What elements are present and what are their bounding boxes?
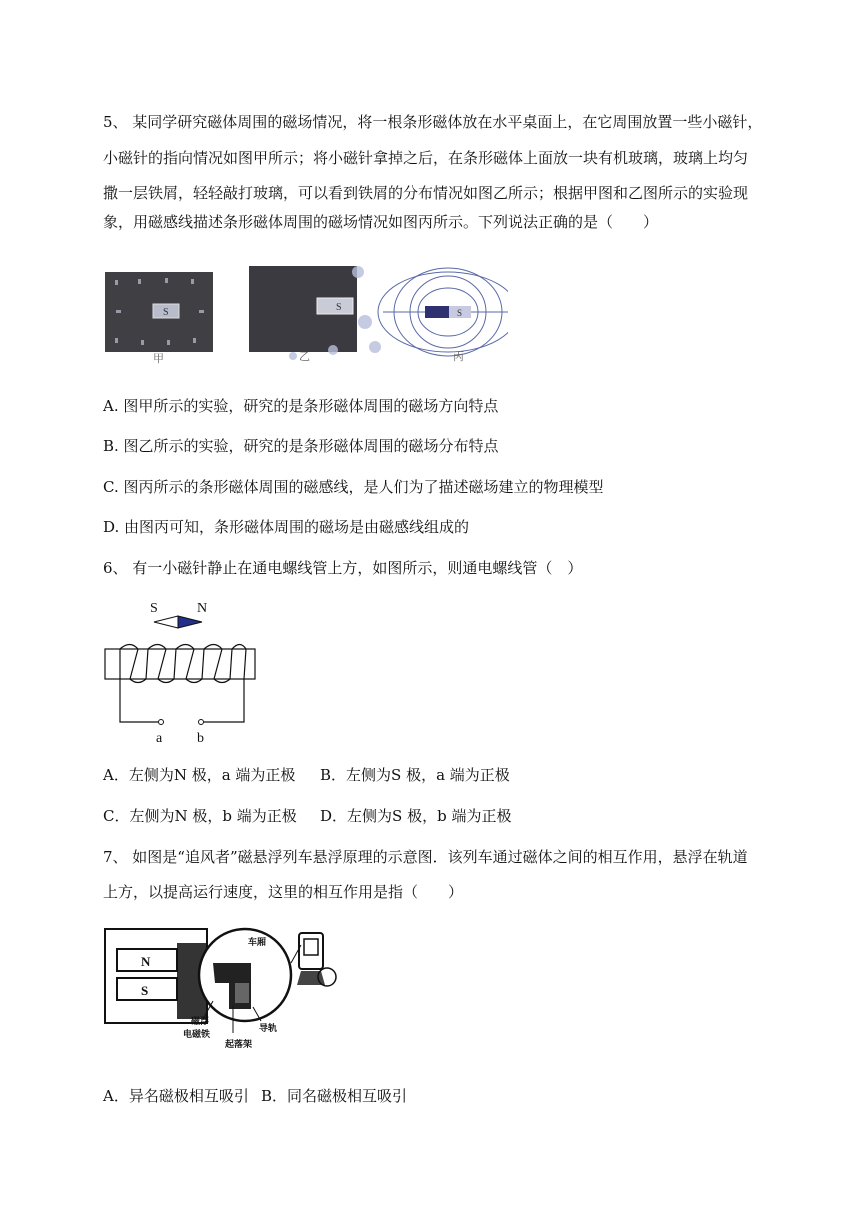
solenoid-coil <box>120 645 246 683</box>
q5-line-3: 撒一层铁屑，轻轻敲打玻璃，可以看到铁屑的分布情况如图乙所示；根据甲图和乙图所示的实验现 <box>103 184 749 202</box>
fig-jia-panel <box>105 272 213 364</box>
q7-option-b[interactable]: B．同名磁极相互吸引 <box>261 1087 408 1105</box>
q7-line-2: 上方，以提高运行速度，这里的相互作用是指（ ） <box>103 883 464 901</box>
q5-option-c[interactable]: C. 图丙所示的条形磁体周围的磁感线，是人们为了描述磁场建立的物理模型 <box>103 478 604 496</box>
fig-yi-panel <box>249 266 381 363</box>
fig-bing-magnet-letter: S <box>457 308 463 318</box>
solenoid-core <box>105 649 255 679</box>
q5-line-1: 5、 某同学研究磁体周围的磁场情况，将一根条形磁体放在水平桌面上，在它周围放置一些小磁针， <box>103 113 763 131</box>
rail-label: 导轨 <box>259 1023 278 1033</box>
fig-jia-label: 甲 <box>153 353 164 364</box>
terminal-b-label: b <box>197 731 204 746</box>
fig-yi-magnet-letter: S <box>336 302 342 313</box>
q5-line-4: 象，用磁感线描述条形磁体周围的磁场情况如图丙所示。下列说法正确的是（ ） <box>103 213 659 231</box>
q6-line: 6、 有一小磁针静止在通电螺线管上方，如图所示，则通电螺线管（ ） <box>103 559 583 577</box>
terminal-a <box>159 720 164 725</box>
terminal-b <box>199 720 204 725</box>
car-label: 车厢 <box>248 937 267 947</box>
fig-bing-label: 丙 <box>453 351 464 363</box>
q6-option-a[interactable]: A．左侧为N 极，a 端为正极 <box>103 766 296 784</box>
q5-option-d[interactable]: D. 由图丙可知，条形磁体周围的磁场是由磁感线组成的 <box>103 518 470 536</box>
q6-option-b[interactable]: B．左侧为S 极，a 端为正极 <box>320 766 510 784</box>
needle-n-label: N <box>197 601 208 616</box>
fig-jia-magnet-letter: S <box>163 307 169 318</box>
frame-label: 起落架 <box>225 1039 253 1049</box>
needle-s-label: S <box>150 601 158 616</box>
q5-line-2: 小磁针的指向情况如图甲所示；将小磁针拿掉之后，在条形磁体上面放一块有机玻璃，玻璃上均匀 <box>103 149 749 167</box>
maglev-label-1: 磁浮 <box>191 1016 210 1026</box>
needle-n-half <box>178 616 202 628</box>
needle-s-half <box>154 616 178 628</box>
wire-right <box>204 679 244 722</box>
q7-option-a[interactable]: A．异名磁极相互吸引 <box>103 1087 249 1105</box>
q6-option-c[interactable]: C．左侧为N 极，b 端为正极 <box>103 807 297 825</box>
q5-option-a[interactable]: A. 图甲所示的实验，研究的是条形磁体周围的磁场方向特点 <box>103 397 499 415</box>
wire-left <box>120 679 158 722</box>
pole-n-label: N <box>141 954 151 969</box>
q6-option-d[interactable]: D．左侧为S 极，b 端为正极 <box>320 807 512 825</box>
q7-line-1: 7、 如图是“追风者”磁悬浮列车悬浮原理的示意图．该列车通过磁体之间的相互作用，悬浮在轨道 <box>103 848 748 866</box>
q6-solenoid-figure <box>100 596 265 746</box>
q5-option-b[interactable]: B. 图乙所示的实验，研究的是条形磁体周围的磁场分布特点 <box>103 437 499 455</box>
terminal-a-label: a <box>156 731 163 746</box>
fig-bing-panel <box>378 268 508 363</box>
fig-yi-label: 乙 <box>299 351 310 363</box>
pole-s-label: S <box>141 983 149 998</box>
maglev-label-2: 电磁铁 <box>183 1029 211 1039</box>
q7-maglev-figure <box>103 923 345 1063</box>
q5-figure <box>103 252 508 364</box>
